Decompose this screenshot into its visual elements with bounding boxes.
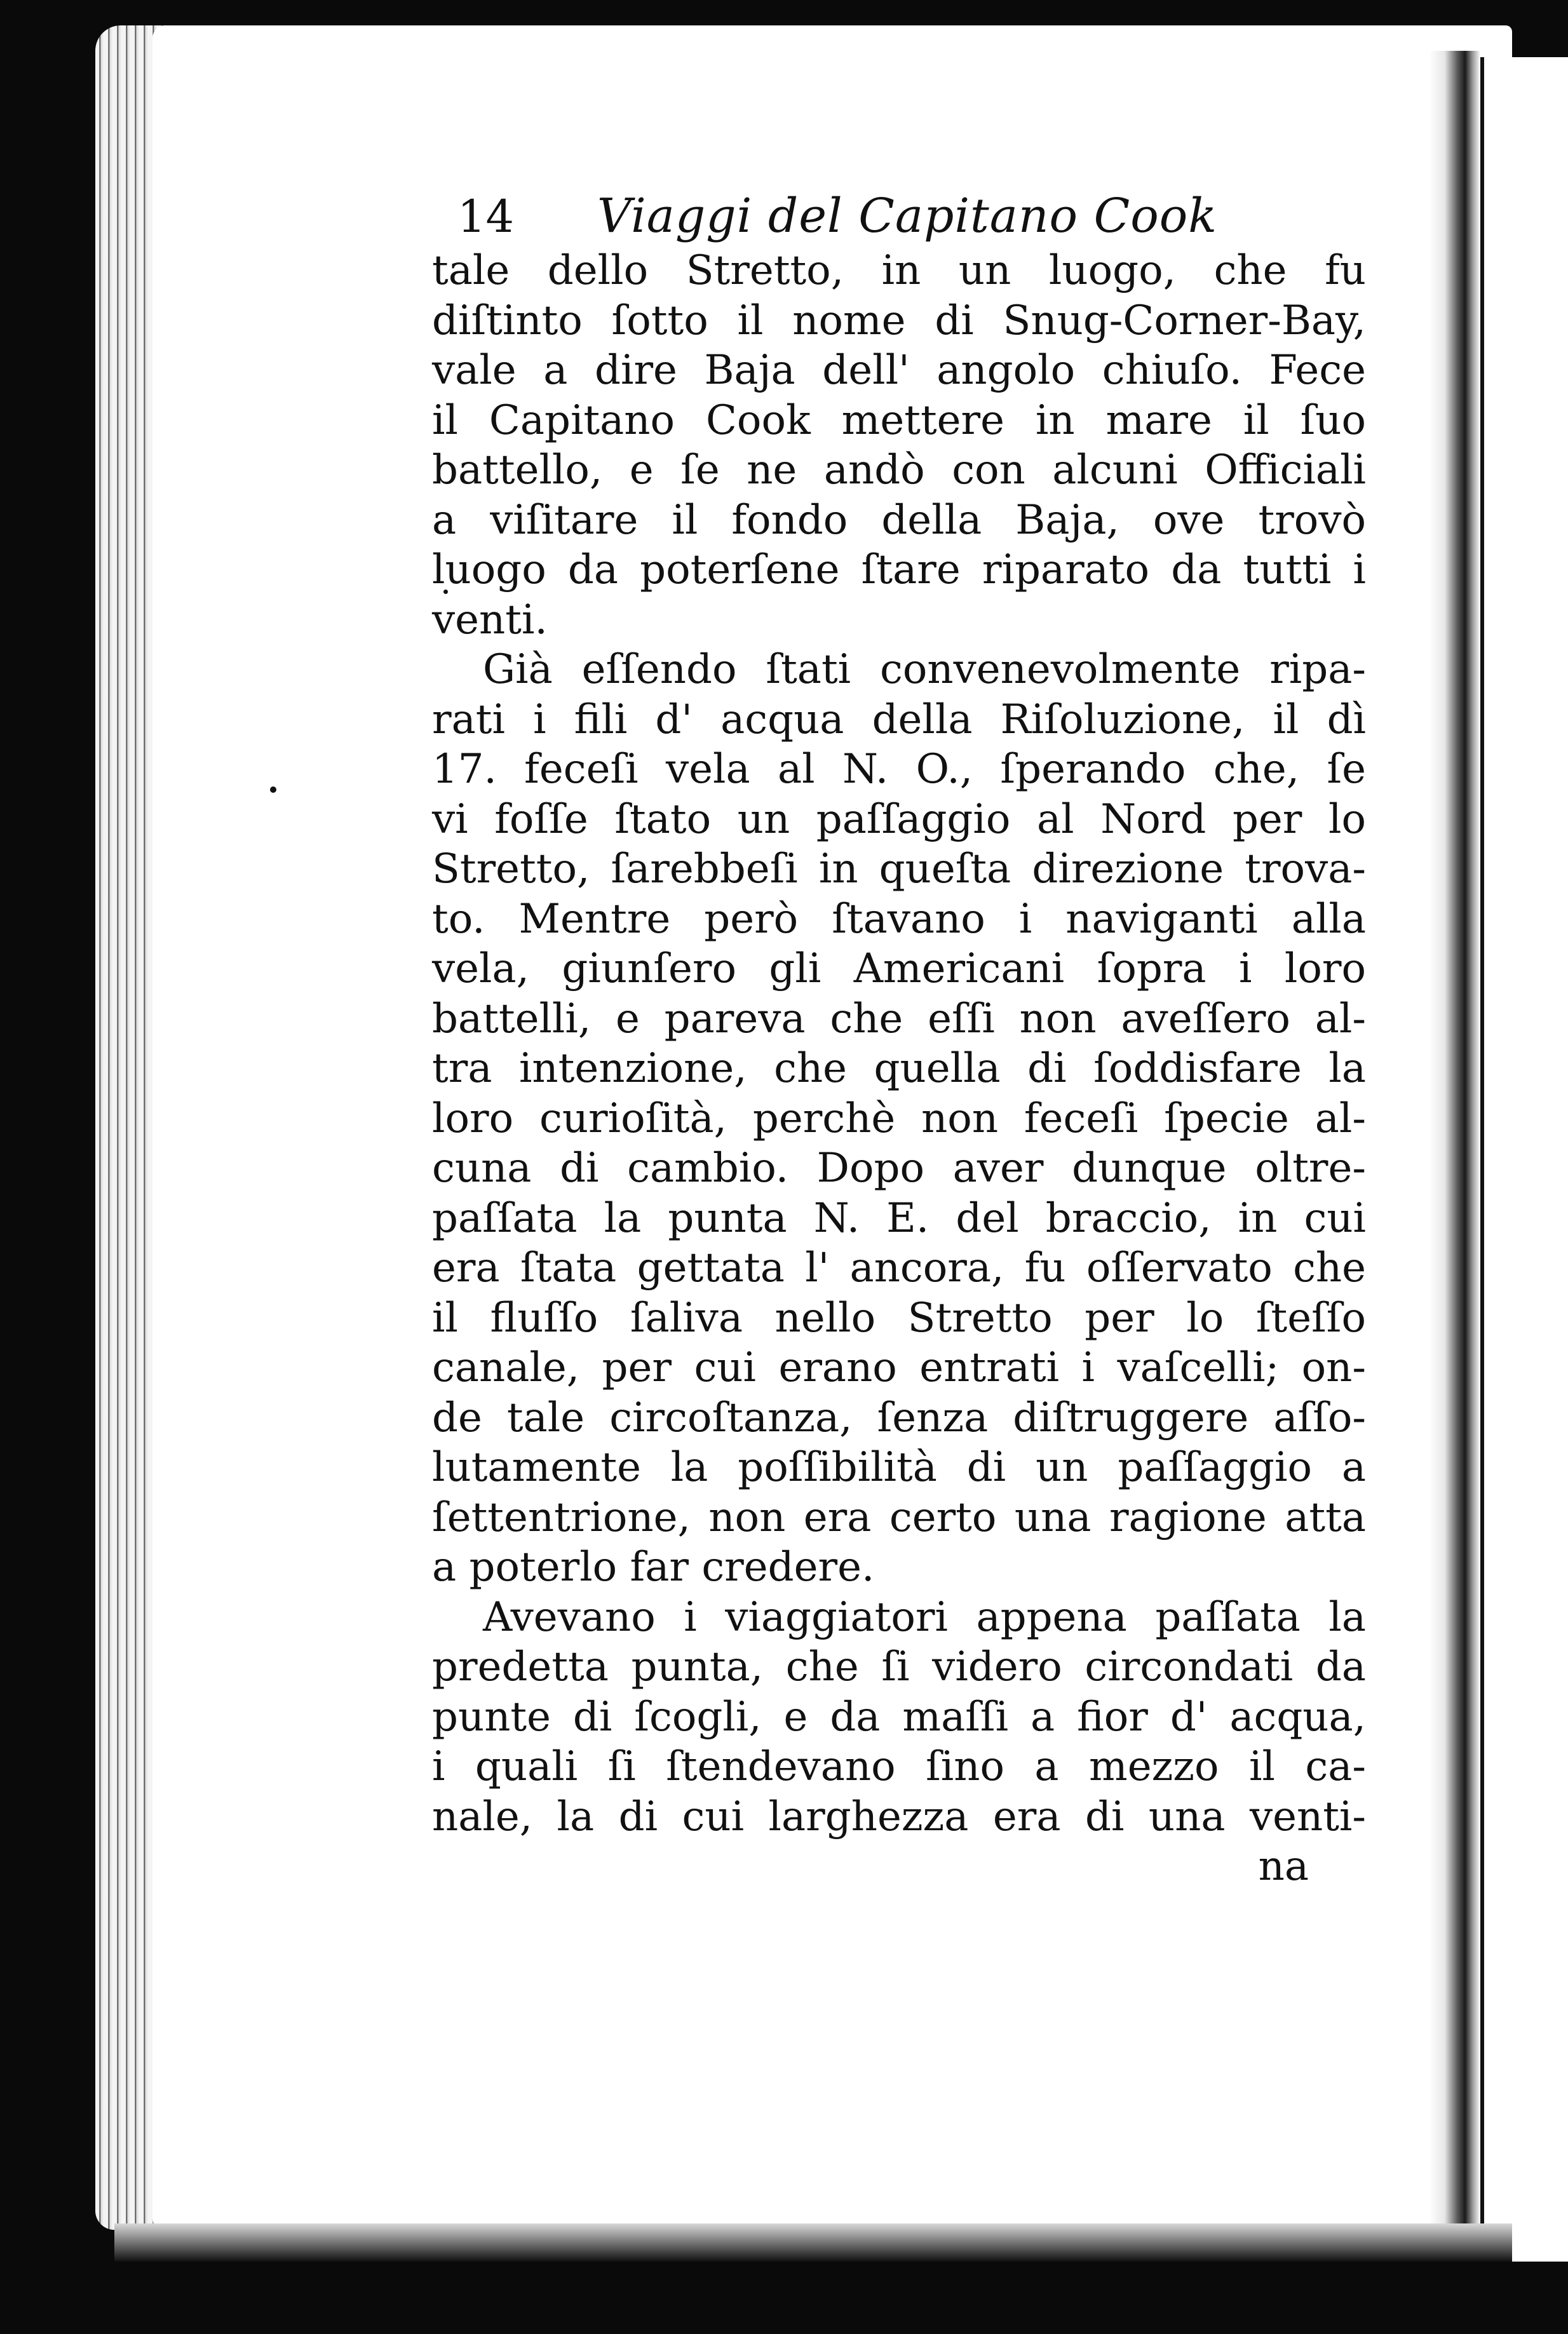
text-line: vi foſſe ſtato un paſſaggio al Nord per lo xyxy=(432,795,1366,843)
book-gutter xyxy=(1429,51,1480,2236)
catchword: na xyxy=(1258,1843,1309,1890)
text-block xyxy=(432,191,1366,1892)
text-line: loro curioſità, perchè non feceſi ſpecie al- xyxy=(432,1095,1366,1142)
text-line: to. Mentre però ſtavano i naviganti alla xyxy=(432,895,1366,943)
text-line: nale, la di cui larghezza era di una venti- xyxy=(432,1793,1366,1840)
adjacent-page-edge xyxy=(1480,57,1568,2262)
ink-speck xyxy=(270,786,276,793)
text-line: i quali ſi ſtendevano ſino a mezzo il ca- xyxy=(432,1743,1366,1790)
text-line: a viſitare il fondo della Baja, ove trovò xyxy=(432,496,1366,544)
text-line: il fluſſo ſaliva nello Stretto per lo ſteſſo xyxy=(432,1294,1366,1342)
text-line: lutamente la poſſibilità di un paſſaggio a xyxy=(432,1444,1366,1491)
text-line: rati i fili d' acqua della Riſoluzione, il dì xyxy=(432,696,1366,743)
text-line: canale, per cui erano entrati i vaſcelli; on- xyxy=(432,1344,1366,1391)
text-line: tale dello Stretto, in un luogo, che fu xyxy=(432,247,1366,294)
text-line: battello, e ſe ne andò con alcuni Officiali xyxy=(432,447,1366,494)
text-line: diſtinto ſotto il nome di Snug-Corner-Bay, xyxy=(432,297,1366,344)
text-line: predetta punta, che ſi videro circondati da xyxy=(432,1643,1366,1690)
text-line: luogo da poterſene ſtare riparato da tutti i xyxy=(432,546,1366,593)
text-line: paſſata la punta N. E. del braccio, in cui xyxy=(432,1194,1366,1242)
text-line: punte di ſcogli, e da maſſi a fior d' acqua, xyxy=(432,1693,1366,1741)
running-header xyxy=(457,191,1366,242)
text-line: de tale circoſtanza, ſenza diſtruggere aſſo- xyxy=(432,1394,1366,1441)
running-head-title: Viaggi del Capitano Cook xyxy=(597,189,1218,243)
text-line: vale a dire Baja dell' angolo chiuſo. Fece xyxy=(432,347,1366,394)
text-line: ſettentrione, non era certo una ragione atta xyxy=(432,1494,1366,1541)
text-line: battelli, e pareva che eſſi non aveſſero al- xyxy=(432,995,1366,1042)
page-bottom-shadow xyxy=(114,2223,1512,2262)
text-line: Stretto, ſarebbeſi in queſta direzione trova- xyxy=(432,846,1366,893)
text-line: Avevano i viaggiatori appena paſſata la xyxy=(483,1593,1366,1641)
text-line: il Capitano Cook mettere in mare il ſuo xyxy=(432,396,1366,444)
text-line: 17. feceſi vela al N. O., ſperando che, ſe xyxy=(432,746,1366,793)
text-line: Già eſſendo ſtati convenevolmente ripa- xyxy=(483,646,1366,693)
text-line: venti. xyxy=(432,596,548,644)
page-number: 14 xyxy=(457,191,515,243)
text-line: vela, giunſero gli Americani ſopra i loro xyxy=(432,945,1366,992)
body-text xyxy=(432,246,1366,1892)
text-line: a poterlo far credere. xyxy=(432,1544,875,1591)
text-line: cuna di cambio. Dopo aver dunque oltre- xyxy=(432,1145,1366,1192)
text-line: tra intenzione, che quella di ſoddisfare la xyxy=(432,1045,1366,1092)
text-line: era ſtata gettata l' ancora, fu oſſervato che xyxy=(432,1245,1366,1292)
